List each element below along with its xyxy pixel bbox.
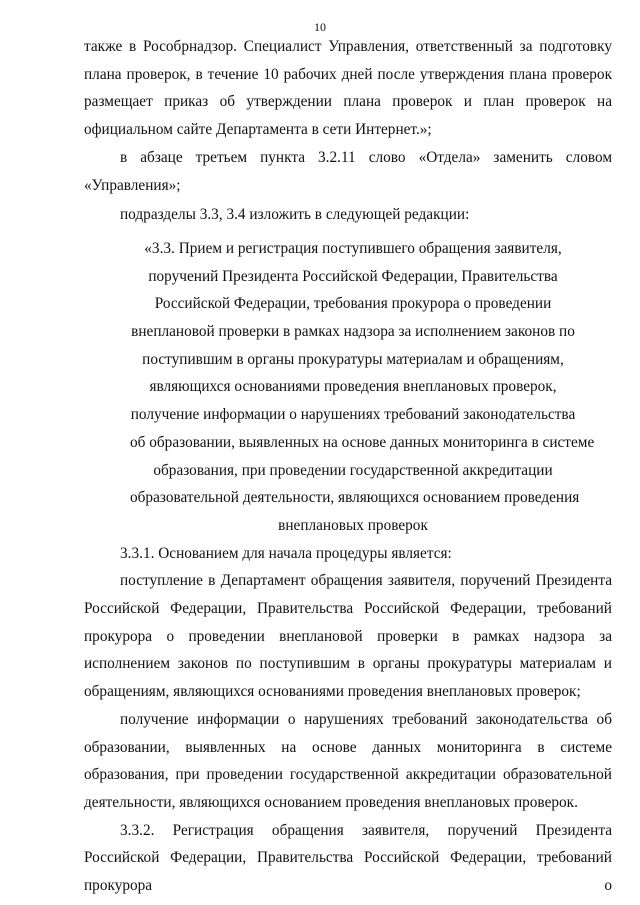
heading-line: получение информации о нарушениях требований законодательства [130,406,576,424]
paragraph-3-3-2: 3.3.2. Регистрация обращения заявителя, поручений Президента Российской Федерации, Правительства Российской Федерации, требований прокурора о [84,821,612,895]
paragraph-subsections-intro: подразделы 3.3, 3.4 изложить в следующей редакции: [120,206,470,224]
heading-line: Российской Федерации, требования прокурора о проведении [154,295,552,313]
paragraph-3-3-1: 3.3.1. Основанием для начала процедуры является: [120,544,452,562]
heading-line: образовательной деятельности, являющихся основанием проведения [130,489,580,507]
paragraph-receipt-of-appeal: поступление в Департамент обращения заявителя, поручений Президента Российской Федерации, Правительства Российской Федерации, требований прокурора о проведении внеплановой проверки в рамках надзора за исполнением законов по поступившим в органы прокуратуры материалам и обращениям, являющихся основаниями проведения внеплановых проверок; [84,572,612,701]
heading-line: являющихся основаниями проведения внеплановых проверок, [149,378,557,396]
heading-line: поступившим в органы прокуратуры материалам и обращениям, [142,350,564,368]
section-heading-3-3 [130,235,595,540]
paragraph-continuation: также в Рособрнадзор. Специалист Управления, ответственный за подготовку плана проверок, в течение 10 рабочих дней после утверждения плана проверок размещает приказ об утверждении плана проверок и план проверок на официальном сайте Департамента в сети Интернет.»; [84,38,612,139]
heading-line: «3.3. Прием и регистрация поступившего обращения заявителя, [144,239,562,257]
paragraph-monitoring-info: получение информации о нарушениях требований законодательства об образовании, выявленных на основе данных мониторинга в системе образования, при проведении государственной аккредитации образовательной деятельности, являющихся основанием проведения внеплановых проверок. [84,710,612,811]
heading-line: образования, при проведении государственной аккредитации [153,461,553,479]
heading-line: внеплановой проверки в рамках надзора за исполнением законов по [131,323,575,341]
document-body [84,33,612,900]
heading-line: поручений Президента Российской Федерации, Правительства [148,267,558,285]
heading-line: внеплановых проверок [278,516,428,534]
heading-line: об образовании, выявленных на основе данных мониторинга в системе [130,433,595,451]
paragraph-amendment-3-2-11: в абзаце третьем пункта 3.2.11 слово «Отдела» заменить словом «Управления»; [84,148,612,194]
page-number: 10 [314,20,326,34]
